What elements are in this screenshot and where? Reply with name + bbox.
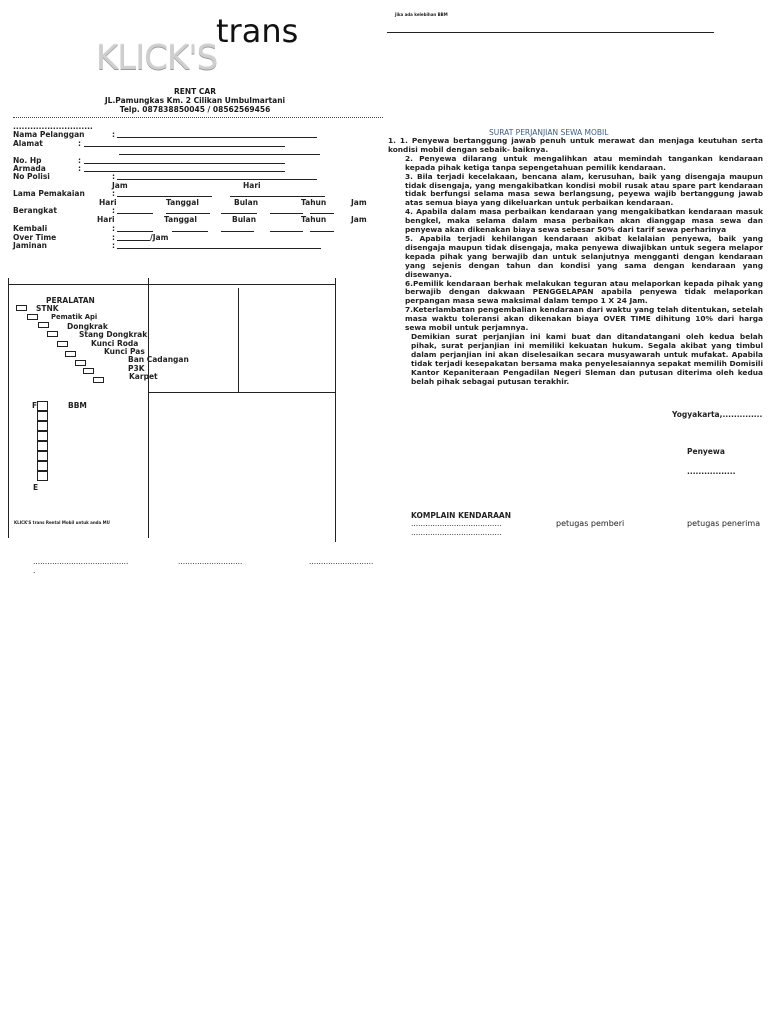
petugas-pemberi: petugas pemberi [556,519,625,528]
field-nama-pelanggan[interactable] [117,137,317,138]
colon: : [78,164,81,173]
label-over-time: Over Time [13,233,57,242]
label-nama-pelanggan: Nama Pelanggan [13,130,85,139]
bottom-sign-2[interactable]: ........................... [178,557,243,566]
table-divider-1 [148,278,149,538]
rule-3: 3. Bila terjadi kecelakaan, bencana alam, kerusuhan, baik yang disengaja maupun tidak disengaja, yang mengakibatkan kondisi mobil rusak atau spare part kendaraan tidak berfungsi selama masa sewa berlangsung, peyewa wajib bertanggung jawab atas semua biaya yang dikeluarkan untuk perbaikan kendaraan. [405,171,763,208]
equipment-title: PERALATAN [46,296,95,305]
colon: : [112,130,115,139]
top-right-rule [387,32,714,33]
label-berangkat: Berangkat [13,206,57,215]
label-armada: Armada [13,164,46,173]
fuel-empty-label: E [33,483,39,492]
label-lama-pemakaian: Lama Pemakaian [13,189,85,198]
field-alamat-2[interactable] [119,154,320,155]
komplain-line[interactable]: ...................................... [411,528,502,537]
rule-7: 7.Keterlambatan pengembalian kendaraan dari waktu yang telah ditentukan, setelah masa waktu toleransi akan dikenakan biaya OVER TIME dihitung 10% dari harga sewa mobil untuk perjamnya. [405,305,763,333]
over-time-unit: /Jam [150,233,169,242]
field-over-time[interactable] [117,240,150,241]
equipment-item: Stang Dongkrak [79,330,148,339]
label-kembali: Kembali [13,224,48,233]
fuel-cell[interactable] [37,461,48,471]
berangkat-hari: Hari [99,198,117,207]
field-jaminan[interactable] [117,248,321,249]
field-kembali-hari[interactable] [117,231,153,232]
fuel-cell[interactable] [37,401,48,411]
rule-6: 6.Pemilik kendaraan berhak melakukan teguran atau melaporkan kepada pihak yang berwajib dengan dakwaan PENGGELAPAN apabila penyewa tidak melaporkan perpangan masa sewa maksimal dalam tempo 1 X 24 Jam. [405,278,763,306]
label-jam: Jam [112,181,128,190]
fuel-cell[interactable] [37,411,48,421]
label-jaminan: Jaminan [13,241,47,250]
equipment-item: P3K [128,364,145,373]
colon: : [78,139,81,148]
field-kembali-jam[interactable] [310,231,334,232]
header-separator [13,117,383,118]
label-alamat: Alamat [13,139,43,148]
penyewa-label: Penyewa [687,447,725,456]
label-no-polisi: No Polisi [13,172,50,181]
table-middle-rule [148,392,335,393]
colon: : [112,189,115,198]
field-berangkat-tanggal[interactable] [166,213,210,214]
label-hari: Hari [243,181,261,190]
berangkat-bulan: Bulan [234,198,259,207]
checkbox-dongkrak[interactable] [38,322,49,328]
equipment-item: Ban Cadangan [128,355,189,364]
colon: : [112,206,115,215]
checkbox-kunci-pas[interactable] [65,351,76,357]
field-kembali-tanggal[interactable] [172,231,208,232]
field-alamat[interactable] [84,146,285,147]
equipment-footer-note: KLICK'S trans Rental Mobil untuk anda MU [14,520,110,525]
company-name: RENT CAR [174,87,216,96]
field-berangkat-tahun[interactable] [270,213,303,214]
fuel-full-label: F [32,401,38,410]
table-divider-2 [238,288,239,393]
fuel-cell[interactable] [37,471,48,481]
field-kembali-tahun[interactable] [270,231,303,232]
field-berangkat-jam[interactable] [310,213,334,214]
label-no-hp: No. Hp [13,156,42,165]
field-berangkat-hari[interactable] [117,213,153,214]
equipment-item: Kunci Pas [104,347,145,356]
kembali-tanggal: Tanggal [164,215,197,224]
berangkat-jam: Jam [351,198,367,207]
rule-5: 5. Apabila terjadi kehilangan kendaraan akibat kelalaian penyewa, baik yang disengaja maupun tidak disengaja, maka penyewa diwajibkan untuk segera melapor kepada pihak yang berwajib dan untuk selanjutnya mengganti dengan kendaraan yang sejenis dengan tahun dan kondisi yang sama dengan kendaraan yang disewanya. [405,233,763,279]
petugas-penerima: petugas penerima [687,519,761,528]
logo-trans: trans [216,12,299,50]
field-lama-hari[interactable] [230,196,325,197]
equipment-item: STNK [36,304,59,313]
top-note: Jika ada kelebihan BBM [395,12,448,17]
contract-rules [388,137,763,333]
checkbox-stnk[interactable] [16,305,27,311]
penyewa-signature: ................. [687,467,736,476]
fuel-cell[interactable] [37,421,48,431]
table-left-border [8,278,9,538]
fuel-label: BBM [68,401,87,410]
fuel-cell[interactable] [37,441,48,451]
rule-4: 4. Apabila dalam masa perbaikan kendaraan yang mengakibatkan kendaraan masuk bengkel, maka selama dalam masa perbaikan akan dianggap masa sewa dan penyewa akan dikenakan biaya sewa sebesar 50% dari tarif sewa perharinya [405,207,763,235]
logo-klicks: KLICK'S [96,38,218,78]
kembali-tahun: Tahun [301,215,327,224]
company-phone: Telp. 087838850045 / 08562569456 [119,105,271,114]
equipment-item: Dongkrak [67,322,108,331]
bottom-sign-1-dot: . [33,566,36,575]
field-kembali-bulan[interactable] [221,231,254,232]
colon: : [112,241,115,250]
colon: : [112,172,115,181]
rule-2: 2. Penyewa dilarang untuk mengalihkan atau memindah tangankan kendaraan kepada pihak ketiga tanpa sepengetahuan pemilik kendaraan. [405,153,763,172]
bottom-sign-3[interactable]: ........................... [309,557,374,566]
place-date: Yogyakarta,.............. [672,410,763,419]
equipment-item: Karpet [129,372,158,381]
table-right-border [335,278,336,542]
bottom-sign-1[interactable]: ........................................ [33,557,129,566]
checkbox-karpet[interactable] [93,377,104,383]
checkbox-ban-cadangan[interactable] [75,360,86,366]
table-top-border [8,284,335,285]
equipment-item: Pematik Api [51,313,98,321]
kembali-jam: Jam [351,215,367,224]
field-no-polisi[interactable] [117,179,317,180]
colon: : [112,224,115,233]
checkbox-pematik-api[interactable] [27,314,38,320]
contract-title: SURAT PERJANJIAN SEWA MOBIL [489,128,609,137]
field-lama-jam[interactable] [117,196,212,197]
checkbox-p3k[interactable] [83,368,94,374]
checkbox-stang-dongkrak[interactable] [47,331,58,337]
kembali-hari: Hari [97,215,115,224]
contract-closing: Demikian surat perjanjian ini kami buat dan ditandatangani oleh kedua belah pihak, surat perjanjian ini memiliki kekuatan hukum. Segala akibat yang timbul dalam perjanjian ini akan diselesaikan secara musyawarah untuk mufakat. Apabila tidak terjadi kesepakatan bersama maka penyelesaiannya sepakat memilih Domisili Kantor Kepaniteraan Pengadilan Negeri Sleman dan putusan diterima oleh kedua belah pihak sebagai putusan terakhir. [411,332,763,386]
komplain-title: KOMPLAIN KENDARAAN [411,511,511,520]
kembali-bulan: Bulan [232,215,257,224]
fuel-cell[interactable] [37,431,48,441]
field-berangkat-bulan[interactable] [221,213,257,214]
field-no-hp[interactable] [84,163,285,164]
rule-1: 1. 1. Penyewa bertanggung jawab penuh untuk merawat dan menjaga keutuhan serta kondisi mobil dengan sebaik- baiknya. [388,136,763,154]
colon: : [112,233,115,242]
checkbox-kunci-roda[interactable] [57,341,68,347]
komplain-line[interactable]: ...................................... [411,519,502,528]
fuel-cell[interactable] [37,451,48,461]
equipment-item: Kunci Roda [91,339,139,348]
colon: : [78,156,81,165]
doc-number: ............................ [13,122,93,131]
berangkat-tahun: Tahun [301,198,327,207]
company-address: JL.Pamungkas Km. 2 Cilikan Umbulmartani [104,96,286,105]
berangkat-tanggal: Tanggal [166,198,199,207]
